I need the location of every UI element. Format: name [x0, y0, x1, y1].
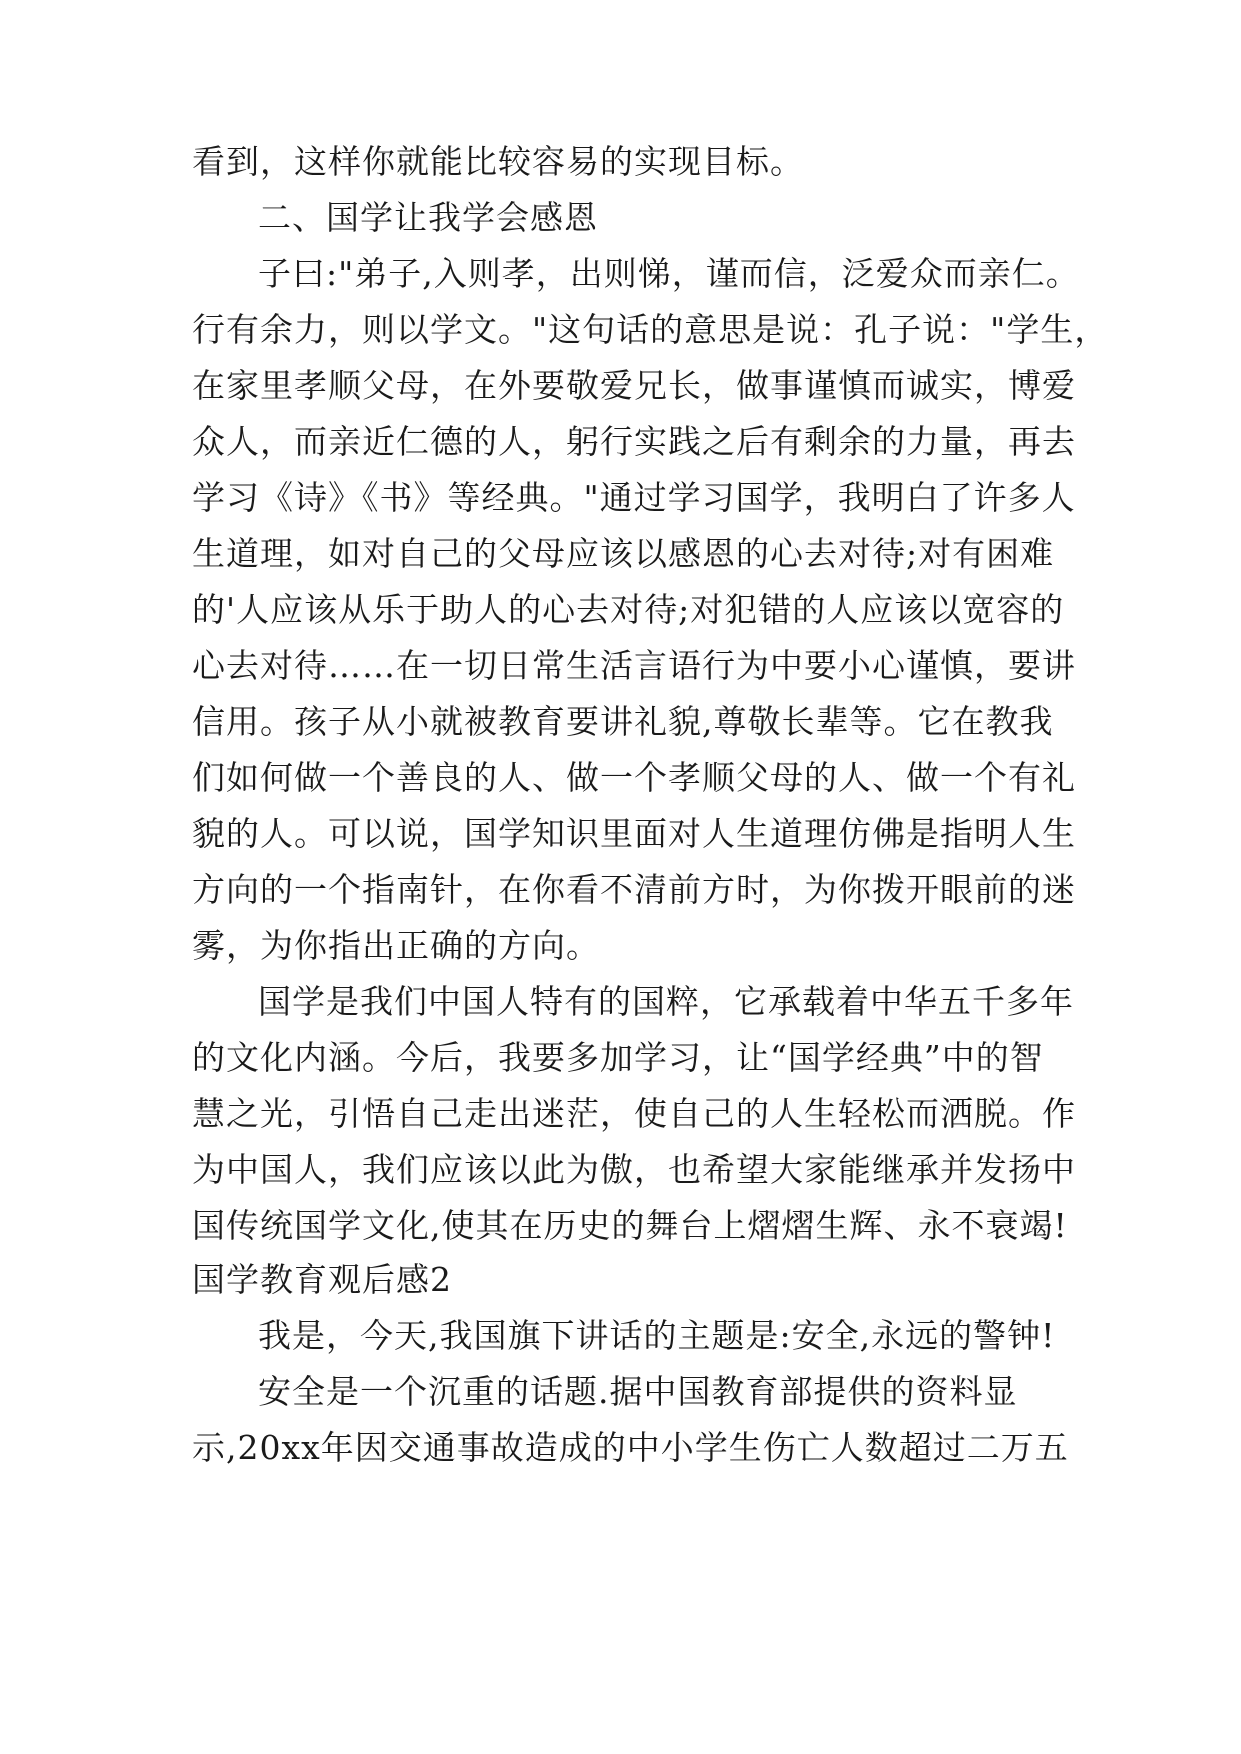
text-line: 貌的人。可以说，国学知识里面对人生道理仿佛是指明人生	[192, 814, 1076, 853]
text-line: 学习《诗》《书》等经典。"通过学习国学，我明白了许多人	[192, 478, 1076, 517]
text-line: 为中国人，我们应该以此为傲，也希望大家能继承并发扬中	[192, 1150, 1076, 1189]
text-line: 国学是我们中国人特有的国粹，它承载着中华五千多年	[258, 982, 1074, 1021]
text-line: 在家里孝顺父母，在外要敬爱兄长，做事谨慎而诚实，博爱	[192, 366, 1076, 405]
text-line: 生道理，如对自己的父母应该以感恩的心去对待;对有困难	[192, 534, 1055, 573]
text-line: 雾，为你指出正确的方向。	[192, 926, 600, 965]
text-line: 们如何做一个善良的人、做一个孝顺父母的人、做一个有礼	[192, 758, 1076, 797]
text-line: 国传统国学文化,使其在历史的舞台上熠熠生辉、永不衰竭!	[192, 1206, 1068, 1245]
text-line: 的文化内涵。今后，我要多加学习，让“国学经典”中的智	[192, 1038, 1044, 1077]
text-line: 的'人应该从乐于助人的心去对待;对犯错的人应该以宽容的	[192, 590, 1065, 629]
text-line: 看到，这样你就能比较容易的实现目标。	[192, 142, 804, 181]
text-line: 子曰:"弟子,入则孝，出则悌，谨而信，泛爱众而亲仁。	[258, 254, 1080, 293]
text-line: 心去对待……在一切日常生活言语行为中要小心谨慎，要讲	[192, 646, 1076, 685]
text-line: 信用。孩子从小就被教育要讲礼貌,尊敬长辈等。它在教我	[192, 702, 1054, 741]
text-line: 示,20xx年因交通事故造成的中小学生伤亡人数超过二万五	[192, 1428, 1069, 1467]
text-line: 安全是一个沉重的话题.据中国教育部提供的资料显	[258, 1372, 1018, 1411]
text-line: 方向的一个指南针，在你看不清前方时，为你拨开眼前的迷	[192, 870, 1076, 909]
section-heading: 二、国学让我学会感恩	[258, 198, 598, 237]
text-line: 我是，今天,我国旗下讲话的主题是:安全,永远的警钟!	[258, 1316, 1056, 1355]
text-line: 慧之光，引悟自己走出迷茫，使自己的人生轻松而洒脱。作	[192, 1094, 1076, 1133]
text-line: 众人，而亲近仁德的人，躬行实践之后有剩余的力量，再去	[192, 422, 1076, 461]
document-title: 国学教育观后感2	[192, 1260, 452, 1299]
text-line: 行有余力，则以学文。"这句话的意思是说：孔子说："学生，	[192, 310, 1109, 349]
